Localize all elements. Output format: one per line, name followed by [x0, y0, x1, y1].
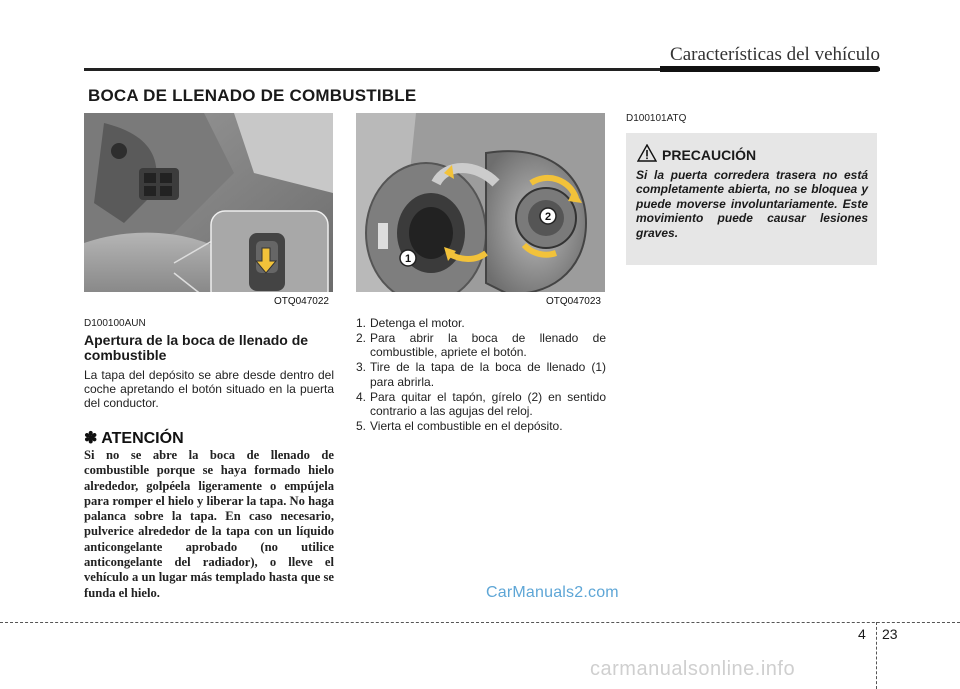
door-button-illustration — [84, 113, 333, 308]
attention-body: Si no se abre la boca de llenado de combustible porque se haya formado hielo alrededor, golpéela ligeramente o empújela para romper el hielo y liberar la tapa. No haga palanca sobre la tapa. En caso necesario, pulverice alrededor de la tapa con un líquido anticongelante aprobado (no utilice anticongelante del radiador), o lleve el vehículo a un lugar más templado hasta que se funda el hielo. — [84, 448, 334, 600]
attention-title: ✽ ATENCIÓN — [84, 430, 184, 447]
figure-fuel-cap — [356, 113, 605, 308]
list-item: 4. Para quitar el tapón, gírelo (2) en sentido contrario a las agujas del reloj. — [356, 389, 606, 419]
figure-code: OTQ047023 — [545, 296, 601, 307]
chapter-number: 4 — [858, 626, 866, 642]
header-rule-accent — [660, 66, 880, 72]
list-item: 5. Vierta el combustible en el depósito. — [356, 418, 563, 433]
caution-box — [626, 133, 877, 265]
subsection-title: Apertura de la boca de llenado de combustible — [84, 332, 309, 363]
chapter-title: Características del vehículo — [670, 44, 880, 65]
watermark: CarManuals2.com — [486, 584, 619, 601]
callout-1: 1 — [404, 253, 412, 265]
figure-door-button — [84, 113, 333, 308]
section-title: BOCA DE LLENADO DE COMBUSTIBLE — [88, 86, 417, 105]
section-code: D100101ATQ — [626, 113, 687, 124]
list-item: 1. Detenga el motor. — [356, 316, 465, 330]
footer-rule — [0, 622, 960, 623]
fuel-cap-illustration — [356, 113, 605, 308]
footer-divider — [876, 622, 877, 689]
section-code: D100100AUN — [84, 318, 146, 329]
page-number: 23 — [882, 626, 898, 642]
caution-title: PRECAUCIÓN — [662, 147, 757, 163]
list-item: 3. Tire de la tapa de la boca de llenado (1) para abrirla. — [356, 360, 606, 389]
intro-paragraph: La tapa del depósito se abre desde dentro del coche apretando el botón situado en la puerta del conductor. — [84, 368, 334, 410]
warning-triangle-icon — [637, 144, 657, 162]
list-item: 2. Para abrir la boca de llenado de combustible, apriete el botón. — [356, 330, 606, 360]
callout-2: 2 — [544, 211, 552, 223]
caution-body: Si la puerta corredera trasera no está completamente abierta, no se bloquea y puede moverse involuntariamente. Este movimiento puede causar lesiones graves. — [636, 168, 868, 240]
steps-list — [356, 316, 606, 434]
figure-code: OTQ047022 — [273, 296, 329, 307]
site-watermark: carmanualsonline.info — [590, 658, 796, 680]
